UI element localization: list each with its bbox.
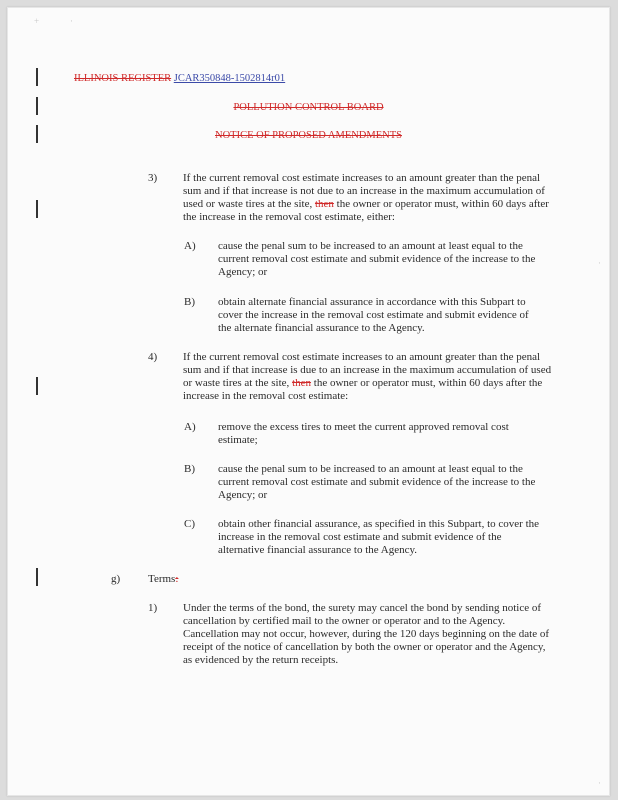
item-4b-label: B) bbox=[184, 463, 195, 475]
item-4c-text: obtain other financial assurance, as specified in this Subpart, to cover the increase in the removal cost estimate and submit evidence of the alternative financial assurance to the Agency. bbox=[218, 518, 540, 556]
item-3-text: If the current removal cost estimate increases to an amount greater than the penal sum and if that increase is not due to an increase in the maximum accumulation of used or waste tires at the site, then the owner or operator must, within 60 days after the increase in the removal cost estimate, either: bbox=[183, 172, 549, 223]
change-bar bbox=[36, 200, 38, 218]
item-g1-text: Under the terms of the bond, the surety may cancel the bond by sending notice of cancellation by certified mail to the owner or operator and to the Agency. Cancellation may not occur, however, during the 120 days beginning on the date of receipt of the notice of cancellation by both the owner or operator and the Agency, as evidenced by the return receipts. bbox=[183, 602, 549, 666]
section-g-title: Terms: bbox=[148, 573, 179, 585]
item-g1-label: 1) bbox=[148, 602, 158, 614]
item-3b-label: B) bbox=[184, 296, 195, 308]
change-bar bbox=[36, 377, 38, 395]
item-3b-text: obtain alternate financial assurance in accordance with this Subpart to cover the increase in the removal cost estimate and submit evidence of the alternate financial assurance to the Agency. bbox=[218, 296, 529, 334]
board-title: POLLUTION CONTROL BOARD bbox=[233, 102, 384, 113]
item-4b-text: cause the penal sum to be increased to an amount at least equal to the current removal cost estimate and submit evidence of the increase to the Agency; or bbox=[218, 463, 536, 501]
change-bar bbox=[36, 68, 38, 86]
item-4c-label: C) bbox=[184, 518, 195, 530]
section-g-label: g) bbox=[111, 573, 121, 585]
edge-mark: · bbox=[598, 778, 601, 788]
corner-mark: · bbox=[70, 16, 73, 26]
item-4a-label: A) bbox=[184, 421, 196, 433]
item-4a-text: remove the excess tires to meet the current approved removal cost estimate; bbox=[218, 421, 509, 446]
item-4-label: 4) bbox=[148, 351, 158, 363]
notice-title: NOTICE OF PROPOSED AMENDMENTS bbox=[215, 130, 402, 141]
item-3a-text: cause the penal sum to be increased to an amount at least equal to the current removal cost estimate and submit evidence of the increase to the Agency; or bbox=[218, 240, 536, 278]
edge-mark: · bbox=[598, 258, 601, 268]
item-3-label: 3) bbox=[148, 172, 158, 184]
register-struck: ILLINOIS REGISTER bbox=[74, 73, 172, 84]
register-header bbox=[74, 72, 285, 85]
document-page bbox=[7, 7, 610, 796]
struck-word: then bbox=[314, 198, 334, 210]
struck-word: then bbox=[292, 377, 312, 389]
corner-mark: + bbox=[34, 16, 40, 26]
register-inserted: JCAR350848-1502814r01 bbox=[173, 73, 286, 84]
item-3a-label: A) bbox=[184, 240, 196, 252]
item-4-text: If the current removal cost estimate increases to an amount greater than the penal sum and if that increase is due to an increase in the maximum accumulation of used or waste tires at the site, then the owner or operator must, within 60 days after the increase in the removal cost estimate: bbox=[183, 351, 552, 402]
change-bar bbox=[36, 568, 38, 586]
